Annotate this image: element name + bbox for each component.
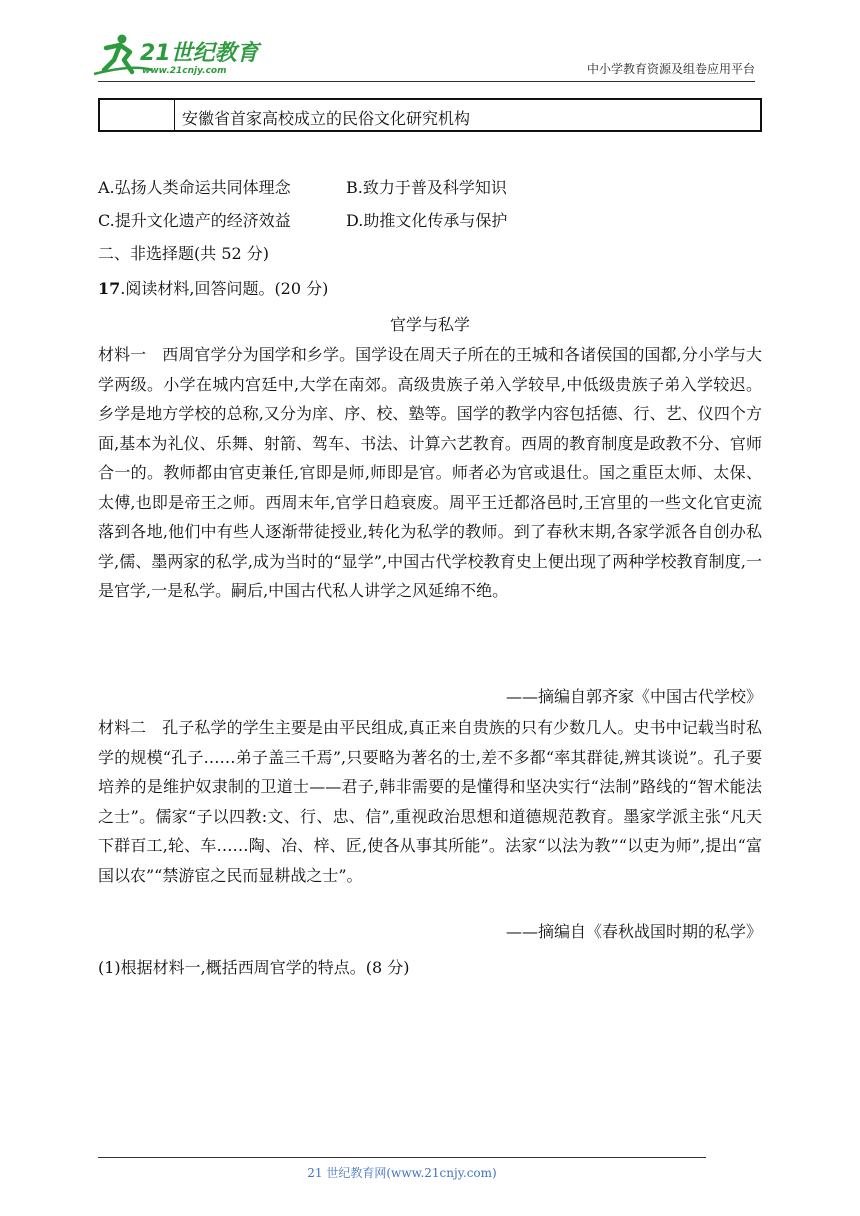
- table-column-divider: [174, 100, 175, 130]
- material-one-text: 材料一 西周官学分为国学和乡学。国学设在周天子所在的王城和各诸侯国的国都,分小学与大学两级。小学在城内宫廷中,大学在南郊。高级贵族子弟入学较早,中低级贵族子弟入学较迟。乡学是地方学校的总称,又分为庠、序、校、塾等。国学的教学内容包括德、行、艺、仪四个方面,基本为礼仪、乐舞、射箭、驾车、书法、计算六艺教育。西周的教育制度是政教不分、官师合一的。教师都由官吏兼任,官即是师,师即是官。师者必为官或退仕。国之重臣太师、太保、太傅,也即是帝王之师。西周末年,官学日趋衰废。周平王迁都洛邑时,王宫里的一些文化官吏流落到各地,他们中有些人逐渐带徒授业,转化为私学的教师。到了春秋末期,各家学派各自创办私学,儒、墨两家的私学,成为当时的“显学”,中国古代学校教育史上便出现了两种学校教育制度,一是官学,一是私学。嗣后,中国古代私人讲学之风延绵不绝。: [98, 345, 762, 600]
- option-b: B.致力于普及科学知识: [346, 178, 507, 197]
- logo: [92, 30, 262, 80]
- platform-label: 中小学教育资源及组卷应用平台: [586, 62, 755, 76]
- material-two-source: ——摘编自《春秋战国时期的私学》: [505, 922, 762, 941]
- question-17: [98, 279, 328, 299]
- sub-question-1: (1)根据材料一,概括西周官学的特点。(8 分): [98, 958, 410, 977]
- material-title: 官学与私学: [389, 315, 470, 334]
- material-two-text: 材料二 孔子私学的学生主要是由平民组成,真正来自贵族的只有少数几人。史书中记载当时私学的规模“孔子……弟子盖三千焉”,只要略为著名的士,差不多都“率其群徒,辨其谈说”。孔子要培养的是维护奴隶制的卫道士——君子,韩非需要的是懂得和坚决实行“法制”路线的“智术能法之士”。儒家“子以四教:文、行、忠、信”,重视政治思想和道德规范教育。墨家学派主张“凡天下群百工,轮、车……陶、冶、梓、匠,使各从事其所能”。法家“以法为教”“以吏为师”,提出“富国以农”“禁游宦之民而显耕战之士”。: [98, 718, 762, 885]
- logo-text: 21世纪教育: [140, 41, 259, 66]
- section-title: 二、非选择题(共 52 分): [98, 244, 270, 263]
- material-one-source: ——摘编自郭齐家《中国古代学校》: [505, 687, 762, 706]
- footer-link[interactable]: 21 世纪教育网(www.21cnjy.com): [307, 1166, 497, 1180]
- question-number: 17: [98, 279, 121, 298]
- question-text: .阅读材料,回答问题。(20 分): [120, 279, 329, 298]
- option-d: D.助推文化传承与保护: [346, 211, 508, 230]
- table-row: [98, 98, 762, 132]
- footer-divider: [98, 1157, 706, 1158]
- option-c: C.提升文化遗产的经济效益: [98, 211, 291, 230]
- logo-url: www.21cnjy.com: [142, 66, 227, 76]
- option-a: A.弘扬人类命运共同体理念: [98, 178, 291, 197]
- header-divider: [98, 81, 755, 82]
- table-cell: 安徽省首家高校成立的民俗文化研究机构: [182, 109, 471, 128]
